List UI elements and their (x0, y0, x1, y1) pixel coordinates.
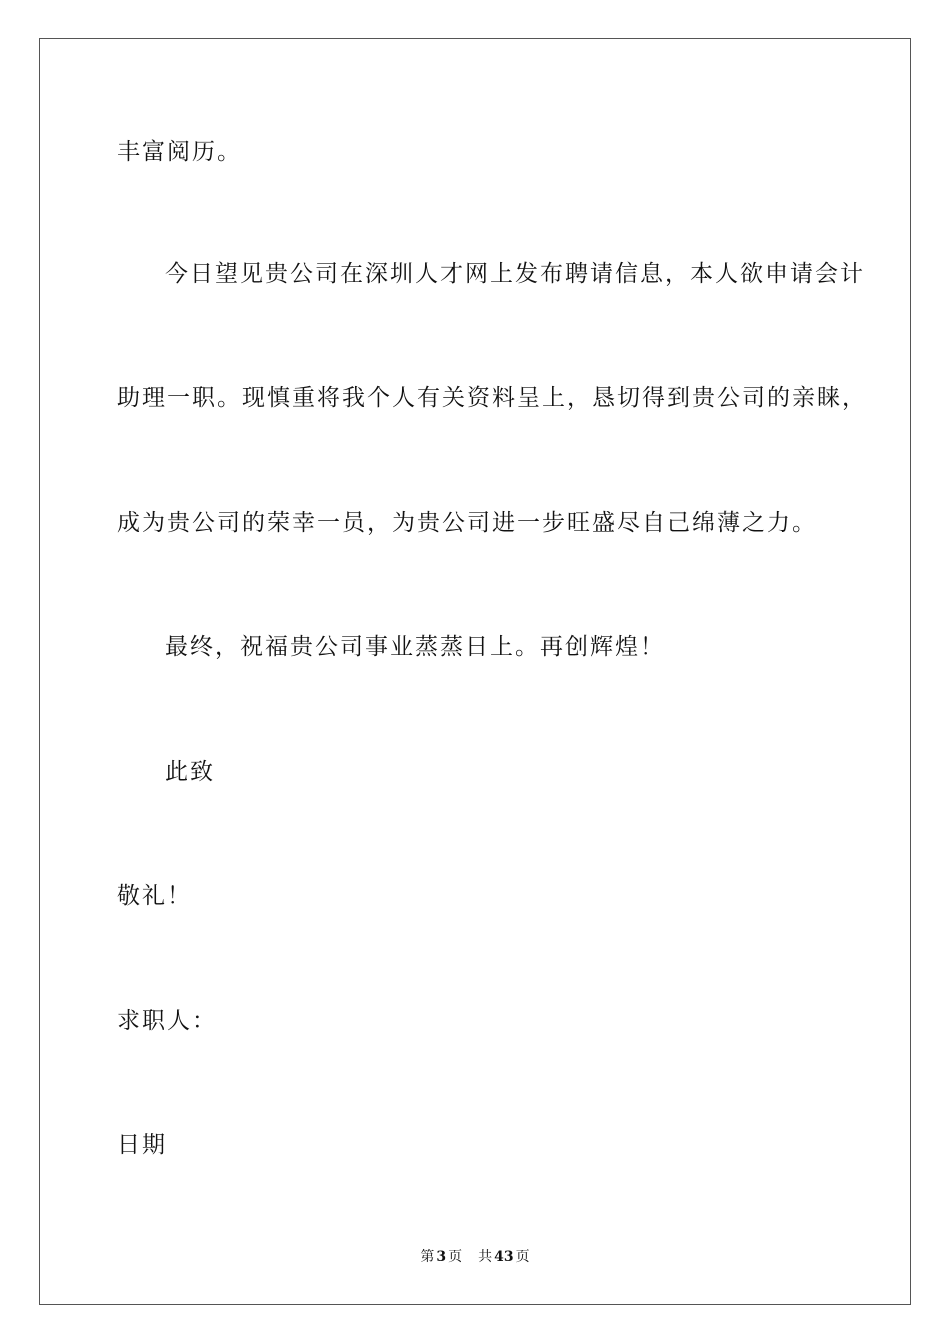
current-page-number: 3 (436, 1249, 447, 1265)
total-page-number: 43 (494, 1249, 514, 1265)
page-footer (0, 1248, 950, 1266)
closing-wish: 最终，祝福贵公司事业蒸蒸日上。再创辉煌！ (165, 634, 665, 660)
page-border (39, 38, 911, 1305)
date-label: 日期 (117, 1132, 167, 1158)
total-prefix: 共 (478, 1249, 493, 1265)
applicant-label: 求职人： (117, 1008, 217, 1034)
page-prefix: 第 (420, 1249, 435, 1265)
total-suffix: 页 (515, 1249, 530, 1265)
body-line-1: 丰富阅历。 (117, 139, 242, 165)
salutation-ci-zhi: 此致 (165, 759, 215, 785)
body-line-3: 助理一职。现慎重将我个人有关资料呈上，恳切得到贵公司的亲睐， (117, 385, 867, 411)
body-line-4: 成为贵公司的荣幸一员，为贵公司进一步旺盛尽自己绵薄之力。 (117, 510, 817, 536)
salutation-jing-li: 敬礼！ (117, 883, 192, 909)
page-suffix: 页 (448, 1249, 463, 1265)
body-line-2: 今日望见贵公司在深圳人才网上发布聘请信息，本人欲申请会计 (165, 261, 865, 287)
